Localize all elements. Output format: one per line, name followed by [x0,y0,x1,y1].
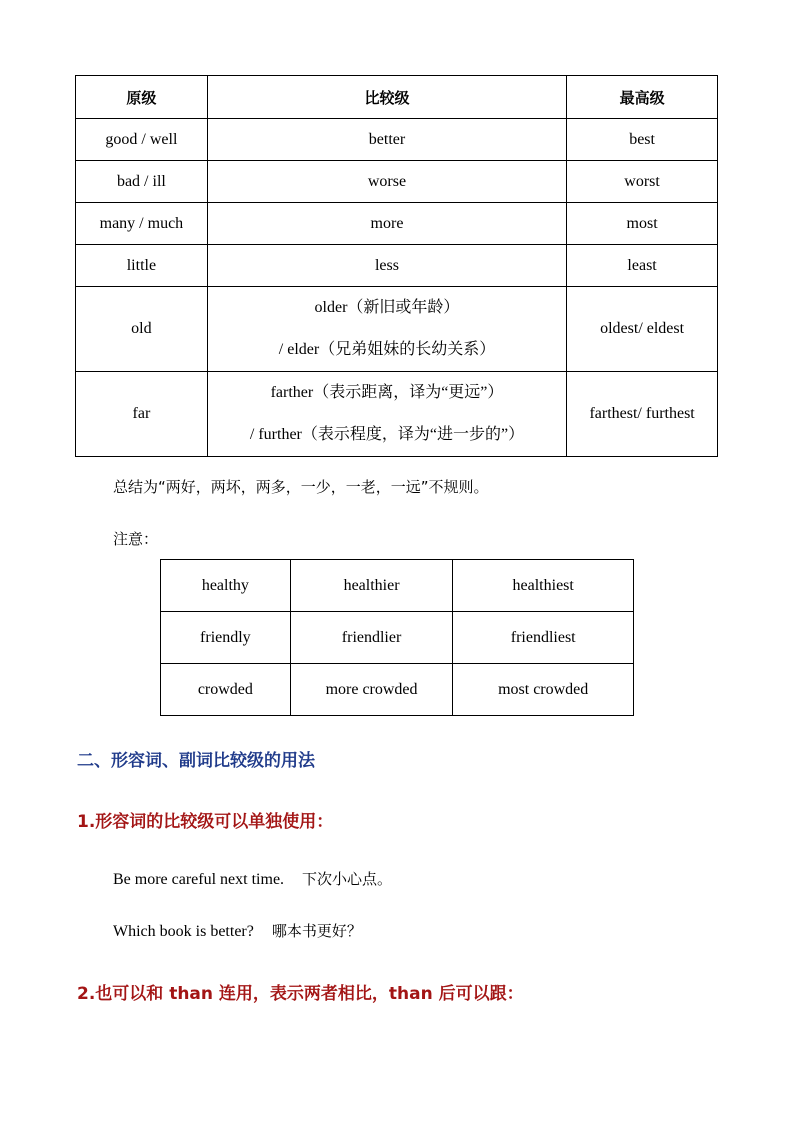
table-row [76,372,718,457]
example-english: Which book is better? [113,923,254,940]
cell-superlative: healthiest [453,560,634,612]
cell-comparative [207,287,566,372]
notice-table [160,559,634,716]
cell-comparative: healthier [290,560,453,612]
table-row [76,287,718,372]
table-row [76,203,718,245]
cell-superlative: most [567,203,718,245]
table-row [161,664,634,716]
point-2-heading: 2.也可以和 than 连用，表示两者相比，than 后可以跟： [77,984,524,1004]
comparative-line: farther（表示距离，译为“更远”） [270,384,504,401]
example-sentence [113,920,362,941]
cell-comparative: friendlier [290,612,453,664]
comparative-line: / elder（兄弟姐妹的长幼关系） [278,341,496,358]
cell-comparative: better [207,119,566,161]
cell-base: healthy [161,560,291,612]
cell-superlative: friendliest [453,612,634,664]
example-chinese: 下次小心点。 [302,870,393,888]
cell-comparative: less [207,245,566,287]
cell-base: little [76,245,208,287]
example-english: Be more careful next time. [113,871,285,888]
table-row [76,245,718,287]
comparative-line: older（新旧或年龄） [314,299,460,316]
cell-base: bad / ill [76,161,208,203]
cell-base: old [76,287,208,372]
example-sentence [113,868,392,889]
cell-superlative: least [567,245,718,287]
cell-superlative: farthest/ furthest [567,372,718,457]
cell-superlative: best [567,119,718,161]
notice-label: 注意： [113,530,159,548]
cell-base: crowded [161,664,291,716]
table-row [76,161,718,203]
table-row [76,119,718,161]
cell-base: good / well [76,119,208,161]
comparative-line: / further（表示程度，译为“进一步的”） [249,426,525,443]
point-1-heading: 1.形容词的比较级可以单独使用： [77,812,334,832]
header-comparative: 比较级 [207,76,566,119]
table-header-row [76,76,718,119]
cell-comparative [207,372,566,457]
table-row [161,560,634,612]
cell-superlative: most crowded [453,664,634,716]
cell-comparative: more [207,203,566,245]
cell-base: many / much [76,203,208,245]
comparison-table [75,75,718,457]
cell-base: far [76,372,208,457]
example-chinese: 哪本书更好？ [271,922,362,940]
cell-base: friendly [161,612,291,664]
header-base: 原级 [76,76,208,119]
cell-comparative: worse [207,161,566,203]
header-superlative: 最高级 [567,76,718,119]
cell-superlative: oldest/ eldest [567,287,718,372]
table-row [161,612,634,664]
cell-superlative: worst [567,161,718,203]
section-heading: 二、形容词、副词比较级的用法 [77,751,315,771]
summary-note: 总结为“两好，两坏，两多，一少，一老，一远”不规则。 [113,478,489,496]
cell-comparative: more crowded [290,664,453,716]
